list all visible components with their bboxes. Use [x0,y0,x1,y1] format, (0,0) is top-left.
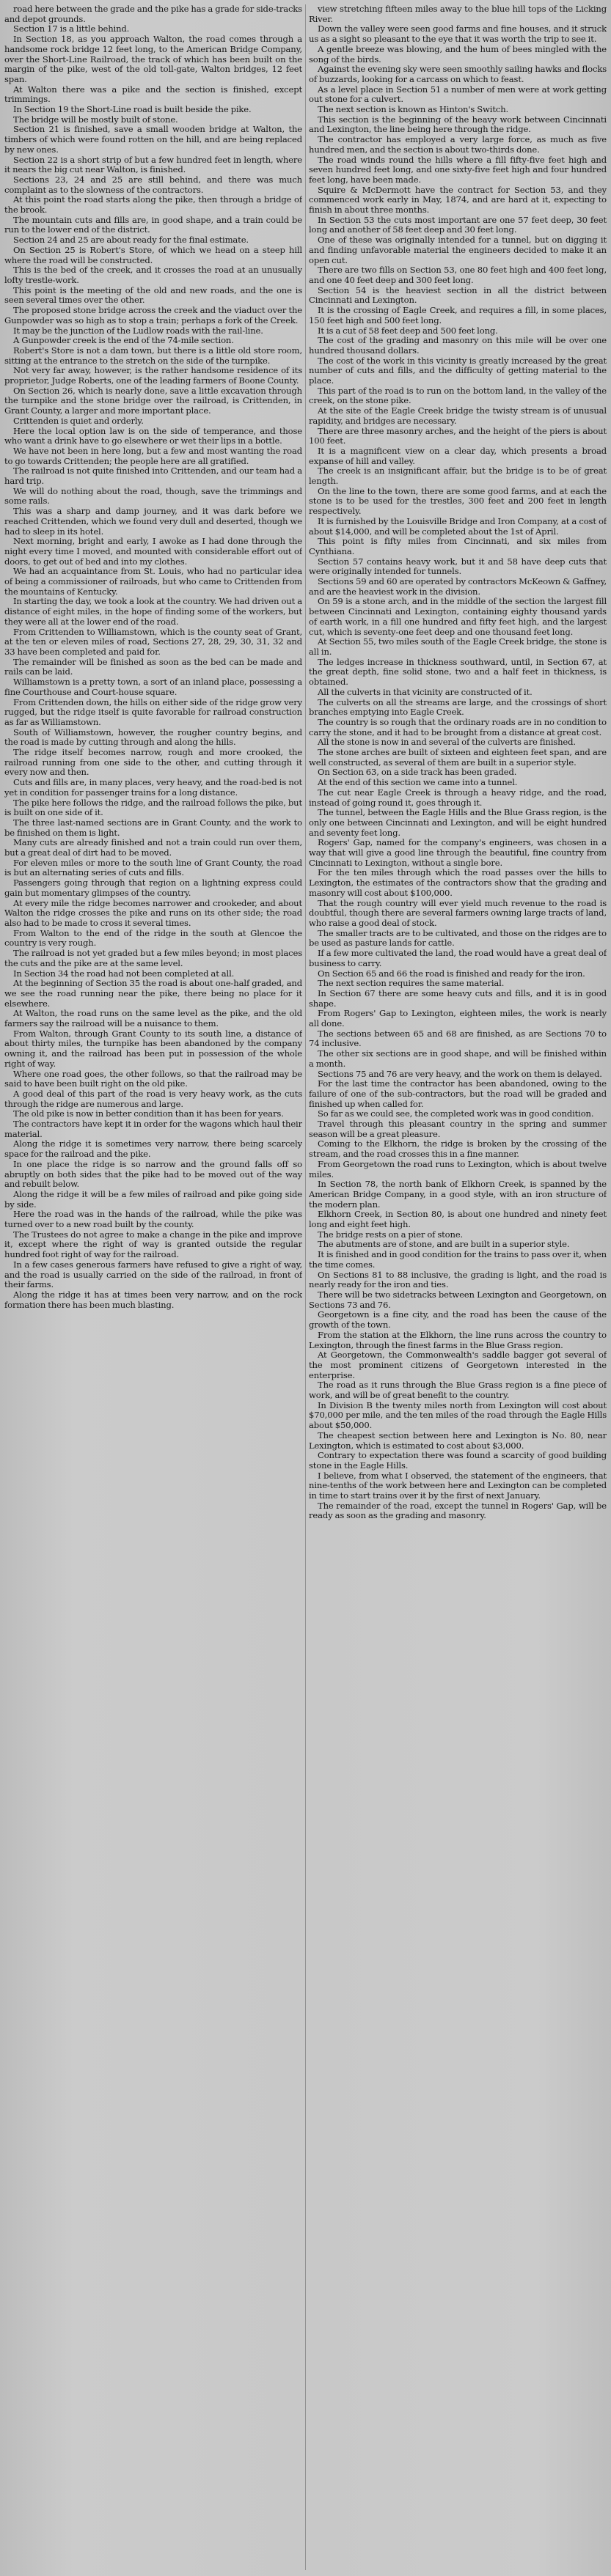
article-paragraph: The smaller tracts are to be cultivated, and those on the ridges are to be used as pasture lands for cattle. [309,927,607,949]
article-paragraph: On Sections 81 to 88 inclusive, the grading is light, and the road is nearly ready for the iron and ties. [309,1269,607,1290]
article-paragraph: The contractors have kept it in order for the wagons which haul their material. [4,1119,302,1139]
article-paragraph: For the ten miles through which the road passes over the hills to Lexington, the estimates of the contractors show that the grading and masonry will cost about $100,000. [309,867,607,898]
article-paragraph: It is the crossing of Eagle Creek, and requires a fill, in some places, 150 feet high and 500 feet long. [309,305,607,325]
article-paragraph: In Section 34 the road had not been completed at all. [13,968,235,979]
article-paragraph: On Section 25 is Robert's Store, of which we head on a steep hill where the road will be constructed. [4,244,302,265]
article-paragraph: In Division B the twenty miles north from Lexington will cost about $70,000 per mile, and the ten miles of the road through the Eagle Hills about $50,000. [309,1399,607,1431]
column-divider [305,4,306,2570]
article-paragraph: Section 57 contains heavy work, but it and 58 have deep cuts that were originally intended for tunnels. [309,556,607,577]
article-paragraph: Section 17 is a little behind. [13,23,130,34]
article-paragraph: In Section 67 there are some heavy cuts and fills, and it is in good shape. [309,987,607,1009]
article-paragraph: At Section 55, two miles south of the Eagle Creek bridge, the stone is all in. [309,636,607,657]
article-paragraph: In one place the ridge is so narrow and the ground falls off so abruptly on both sides that the pike had to be moved out of the way and rebuilt below. [4,1158,302,1190]
article-paragraph: This part of the road is to run on the bottom land, in the valley of the creek, on the stone pike. [309,385,607,406]
article-paragraph: This point is the meeting of the old and new roads, and the one is seen several times over the other. [4,284,302,306]
article-paragraph: Here the road was in the hands of the railroad, while the pike was turned over to a new road built by the county. [4,1209,302,1230]
article-paragraph: The railroad is not yet graded but a few miles beyond; in most places the cuts and the pike are at the same level. [4,948,302,968]
article-paragraph: On Section 63, on a side track has been graded. [318,767,517,778]
article-paragraph: The ledges increase in thickness southward, until, in Section 67, at the great depth, fine solid stone, two and a half feet in thickness, is obtained. [309,656,607,688]
article-paragraph: For eleven miles or more to the south line of Grant County, the road is but an alternating series of cuts and fills. [4,857,302,878]
article-paragraph: As a level place in Section 51 a number of men were at work getting out stone for a culvert. [309,84,607,105]
article-paragraph: Section 54 is the heaviest section in all the district between Cincinnati and Lexington. [309,284,607,306]
article-paragraph: The other six sections are in good shape, and will be finished within a month. [309,1048,607,1069]
article-paragraph: Along the ridge it will be a few miles of railroad and pike going side by side. [4,1188,302,1210]
article-paragraph: We have not been in here long, but a few and most wanting the road to go towards Crittenden; the people here are all gratified. [4,445,302,466]
article-paragraph: On Section 65 and 66 the road is finished and ready for the iron. [318,968,585,979]
article-paragraph: Down the valley were seen good farms and fine houses, and it struck us as a sight so pleasant to the eye that it was worth the trip to see it. [309,23,607,45]
article-paragraph: Sections 59 and 60 are operated by contractors McKeown & Gaffney, and are the heaviest work in the division. [309,576,607,597]
article-paragraph: This point is fifty miles from Cincinnati, and six miles from Cynthiana. [309,536,607,556]
article-paragraph: At Georgetown, the Commonwealth's saddle bagger got several of the most prominent citizens of Georgetown interested in the enterprise. [309,1350,607,1380]
article-paragraph: Elkhorn Creek, in Section 80, is about one hundred and ninety feet long and eight feet high. [309,1209,607,1230]
article-paragraph: The stone arches are built of sixteen and eighteen feet span, and are well constructed, as several of them are built in a superior style. [309,747,607,768]
article-paragraph: Section 22 is a short strip of but a few hundred feet in length, where it nears the big cut near Walton, is finished. [4,154,302,175]
article-paragraph: Williamstown is a pretty town, a sort of an inland place, possessing a fine Courthouse and Court-house square. [4,677,302,697]
article-paragraph: The contractor has employed a very large force, as much as five hundred men, and the section is about two-thirds done. [309,134,607,155]
article-paragraph: All the stone is now in and several of the culverts are finished. [318,737,576,748]
article-paragraph: A good deal of this part of the road is very heavy work, as the cuts through the ridge are numerous and large. [4,1088,302,1109]
article-paragraph: This was a sharp and damp journey, and it was dark before we reached Crittenden, which we found very dull and deserted, though we had to sleep in its hotel. [4,506,302,537]
article-paragraph: There will be two sidetracks between Lexington and Georgetown, on Sections 73 and 76. [309,1289,607,1310]
article-paragraph: Cuts and fills are, in many places, very heavy, and the road-bed is not yet in condition for passenger trains for a long distance. [4,777,302,798]
article-paragraph: In Section 19 the Short-Line road is built beside the pike. [13,104,252,115]
article-paragraph: In starting the day, we took a look at the country. We had driven out a distance of eight miles, in the hope of finding some of the workers, but they were all at the lower end of the road. [4,596,302,627]
article-paragraph: The culverts on all the streams are large, and the crossings of short branches emptying into Eagle Creek. [309,696,607,718]
article-paragraph: Section 21 is finished, save a small wooden bridge at Walton, the timbers of which were found rotten on the hill, and are being replaced by new ones. [4,124,302,155]
article-paragraph: If a few more cultivated the land, the road would have a great deal of business to carry. [309,948,607,968]
article-paragraph: The tunnel, between the Eagle Hills and the Blue Grass region, is the only one between Cincinnati and Lexington, and will be eight hundred and seventy feet long. [309,807,607,838]
article-paragraph: Here the local option law is on the side of temperance, and those who want a drink have to go elsewhere or wet their lips in a bottle. [4,425,302,446]
article-paragraph: The sections between 65 and 68 are finished, as are Sections 70 to 74 inclusive. [309,1028,607,1049]
article-paragraph: In a few cases generous farmers have refused to give a right of way, and the road is usually carried on the side of the railroad, in front of their farms. [4,1259,302,1290]
article-paragraph: The road winds round the hills where a fill fifty-five feet high and seven hundred feet long, and one sixty-five feet high and four hundred feet long, have been made. [309,154,607,185]
article-paragraph: From Walton to the end of the ridge in the south at Glencoe the country is very rough. [4,927,302,949]
article-paragraph: The mountain cuts and fills are, in good shape, and a train could be run to the lower end of the district. [4,214,302,235]
article-paragraph: The creek is an insignificant affair, but the bridge is to be of great length. [309,465,607,487]
article-paragraph: On the line to the town, there are some good farms, and at each the stone is to be used for the trestles, 300 feet and 200 feet in length respectively. [309,485,607,517]
article-paragraph: The old pike is now in better condition than it has been for years. [13,1108,284,1119]
article-paragraph: Rogers' Gap, named for the company's engineers, was chosen in a way that will give a good line through the beautiful, fine country from Cincinnati to Lexington, without a single bore. [309,837,607,868]
article-paragraph: In Section 53 the cuts most important are one 57 feet deep, 30 feet long and another of 58 feet deep and 30 feet long. [309,214,607,235]
article-paragraph: There are three masonry arches, and the height of the piers is about 100 feet. [309,425,607,446]
article-paragraph: In Section 78, the north bank of Elkhorn Creek, is spanned by the American Bridge Company, in a good style, with an iron structure of the modern plan. [309,1179,607,1210]
article-paragraph: The abutments are of stone, and are built in a superior style. [318,1239,570,1250]
article-paragraph: There are two fills on Section 53, one 80 feet high and 400 feet long, and one 40 feet deep and 300 feet long. [309,265,607,285]
article-paragraph: For the last time the contractor has been abandoned, owing to the failure of one of the sub-contractors, but the road will be graded and finished up when called for. [309,1078,607,1109]
article-paragraph: It may be the junction of the Ludlow roads with the rail-line. [13,325,263,336]
article-paragraph: The proposed stone bridge across the creek and the viaduct over the Gunpowder was so high as to stop a train; perhaps a fork of the Creek. [4,305,302,325]
article-paragraph: On Section 26, which is nearly done, save a little excavation through the turnpike and the stone bridge over the railroad, is Crittenden, in Grant County, a larger and more important place. [4,385,302,416]
article-paragraph: At the end of this section we came into a tunnel. [318,777,518,788]
article-paragraph: The remainder of the road, except the tunnel in Rogers' Gap, will be ready as soon as the grading and masonry. [309,1500,607,1521]
article-paragraph: The next section is known as Hinton's Switch. [318,104,509,115]
article-paragraph: It is furnished by the Louisville Bridge and Iron Company, at a cost of about $14,000, and will be completed about the 1st of April. [309,515,607,537]
article-paragraph: At every mile the ridge becomes narrower and crookeder, and about Walton the ridge crosses the pike and runs on its other side; the road also had to be made to cross it several times. [4,897,302,928]
article-paragraph: The next section requires the same material. [318,978,505,989]
article-paragraph: South of Williamstown, however, the rougher country begins, and the road is made by cutting through and along the hills. [4,726,302,748]
article-paragraph: One of these was originally intended for a tunnel, but on digging it and finding unfavorable material the engineers decided to make it an open cut. [309,235,607,265]
article-paragraph: The cost of the grading and masonry on this mile will be over one hundred thousand dollars. [309,335,607,356]
article-paragraph: It is a cut of 58 feet deep and 500 feet long. [318,325,498,336]
article-paragraph: Coming to the Elkhorn, the ridge is broken by the crossing of the stream, and the road crosses this in a fine manner. [309,1138,607,1160]
article-paragraph: This section is the beginning of the heavy work between Cincinnati and Lexington, the line being here through the ridge. [309,114,607,135]
article-paragraph: Where one road goes, the other follows, so that the railroad may be said to have been built right on the old pike. [4,1068,302,1089]
article-paragraph: This is the bed of the creek, and it crosses the road at an unusually lofty trestle-work. [4,265,302,285]
article-paragraph: A Gunpowder creek is the end of the 74-mile section. [13,335,234,346]
article-paragraph: From the station at the Elkhorn, the line runs across the country to Lexington, through the finest farms in the Blue Grass region. [309,1329,607,1350]
article-paragraph: The railroad is not quite finished into Crittenden, and our team had a hard trip. [4,465,302,487]
article-paragraph: Crittenden is quiet and orderly. [13,415,144,426]
article-columns [4,4,607,2570]
article-paragraph: Sections 75 and 76 are very heavy, and the work on them is delayed. [318,1068,602,1079]
article-paragraph: road here between the grade and the pike has a grade for side-tracks and depot grounds. [4,4,302,24]
article-paragraph: The cut near Eagle Creek is through a heavy ridge, and the road, instead of going round it, goes through it. [309,787,607,808]
article-paragraph: Along the ridge it has at times been very narrow, and on the rock formation there has been much blasting. [4,1289,302,1310]
article-paragraph: Robert's Store is not a dam town, but there is a little old store room, sitting at the entrance to the stretch on the side of the turnpike. [4,345,302,366]
article-paragraph: It is a magnificent view on a clear day, which presents a broad expanse of hill and valley. [309,445,607,466]
article-paragraph: We will do nothing about the road, though, save the trimmings and some rails. [4,485,302,507]
article-paragraph: Georgetown is a fine city, and the road has been the cause of the growth of the town. [309,1309,607,1331]
article-paragraph: Next morning, bright and early, I awoke as I had done through the night every time I moved, and mounted with considerable effort out of doors, to get out of bed and into my clothes. [4,536,302,567]
article-paragraph: Travel through this pleasant country in the spring and summer season will be a great pleasure. [309,1119,607,1139]
article-paragraph: At Walton, the road runs on the same level as the pike, and the old farmers say the railroad will be a nuisance to them. [4,1008,302,1029]
article-paragraph: Many cuts are already finished and not a train could run over them, but a great deal of dirt had to be moved. [4,837,302,858]
article-paragraph: Squire & McDermott have the contract for Section 53, and they commenced work early in May, 1874, and are hard at it, expecting to finish in about three months. [309,184,607,216]
article-paragraph: Contrary to expectation there was found a scarcity of good building stone in the Eagle Hills. [309,1450,607,1471]
article-paragraph: The cheapest section between here and Lexington is No. 80, near Lexington, which is estimated to cost about $3,000. [309,1429,607,1451]
article-paragraph: The three last-named sections are in Grant County, and the work to be finished on them is light. [4,817,302,838]
article-paragraph: At the beginning of Section 35 the road is about one-half graded, and we see the road running near the pike, there being no place for it elsewhere. [4,978,302,1009]
article-paragraph: The road as it runs through the Blue Grass region is a fine piece of work, and will be of great benefit to the country. [309,1380,607,1401]
article-paragraph: The cost of the work in this vicinity is greatly increased by the great number of cuts and fills, and the difficulty of getting material to the place. [309,355,607,386]
article-paragraph: The remainder will be finished as soon as the bed can be made and rails can be laid. [4,656,302,677]
article-paragraph: A gentle breeze was blowing, and the hum of bees mingled with the song of the birds. [309,43,607,65]
article-paragraph: Not very far away, however, is the rather handsome residence of its proprietor, Judge Roberts, one of the leading farmers of Boone County. [4,365,302,386]
article-paragraph: At Walton there was a pike and the section is finished, except trimmings. [4,84,302,105]
article-paragraph: I believe, from what I observed, the statement of the engineers, that nine-tenths of the work between here and Lexington can be completed in time to start trains over it by the first of next January. [309,1470,607,1501]
article-paragraph: Against the evening sky were seen smoothly sailing hawks and flocks of buzzards, looking for a carcass on which to feast. [309,64,607,84]
article-paragraph: At this point the road starts along the pike, then through a bridge of the brook. [4,194,302,216]
article-paragraph: From Rogers' Gap to Lexington, eighteen miles, the work is nearly all done. [309,1008,607,1029]
article-paragraph: On 59 is a stone arch, and in the middle of the section the largest fill between Cincinnati and Lexington, containing eighty thousand yards of earth work, in a fill one hundred and fifty feet high, and the largest cut, which is seventy-one feet deep and one thousand feet long. [309,596,607,637]
article-paragraph: So far as we could see, the completed work was in good condition. [318,1108,594,1119]
article-paragraph: The Trustees do not agree to make a change in the pike and improve it, except where the right of way is granted outside the regular hundred foot right of way for the railroad. [4,1229,302,1260]
article-paragraph: From Georgetown the road runs to Lexington, which is about twelve miles. [309,1158,607,1180]
article-paragraph: The bridge will be mostly built of stone. [13,114,178,125]
article-paragraph: The bridge rests on a pier of stone. [318,1229,464,1240]
article-paragraph: It is finished and in good condition for the trains to pass over it, when the time comes. [309,1249,607,1270]
article-paragraph: We had an acquaintance from St. Louis, who had no particular idea of being a commissioner of railroads, but who came to Crittenden from the mountains of Kentucky. [4,566,302,597]
article-paragraph: view stretching fifteen miles away to the blue hill tops of the Licking River. [309,4,607,24]
article-paragraph: Along the ridge it is sometimes very narrow, there being scarcely space for the railroad and the pike. [4,1138,302,1160]
article-paragraph: From Crittenden to Williamstown, which is the county seat of Grant, at the ten or eleven miles of road, Sections 27, 28, 29, 30, 31, 32 and 33 have been completed and paid for. [4,626,302,657]
article-paragraph: From Crittenden down, the hills on either side of the ridge grow very rugged, but the ridge itself is quite favorable for railroad construction as far as Williamstown. [4,696,302,727]
article-paragraph: The country is so rough that the ordinary roads are in no condition to carry the stone, and it had to be brought from a distance at great cost. [309,716,607,737]
article-column-right [309,4,607,2570]
article-paragraph: At the site of the Eagle Creek bridge the twisty stream is of unusual rapidity, and bridges are necessary. [309,405,607,426]
article-paragraph: Passengers going through that region on a lightning express could gain but momentary glimpses of the country. [4,877,302,898]
article-paragraph: Section 24 and 25 are about ready for the final estimate. [13,235,249,246]
article-paragraph: Sections 23, 24 and 25 are still behind, and there was much complaint as to the slowness of the contractors. [4,174,302,195]
article-paragraph: The pike here follows the ridge, and the railroad follows the pike, but is built on one side of it. [4,797,302,818]
article-paragraph: That the rough country will ever yield much revenue to the road is doubtful, though there are several farmers owning large tracts of land, who raise a good deal of stock. [309,897,607,928]
article-paragraph: All the culverts in that vicinity are constructed of it. [318,686,533,697]
article-column-left [4,4,302,2570]
article-paragraph: In Section 18, as you approach Walton, the road comes through a handsome rock bridge 12 feet long, to the American Bridge Company, over the Short-Line Railroad, the track of which has been built on the margin of the pike, west of the old toll-gate, Walton bridges, 12 feet span. [4,34,302,84]
article-paragraph: From Walton, through Grant County to its south line, a distance of about thirty miles, the turnpike has been abandoned by the company owning it, and the railroad has been put in possession of the whole right of way. [4,1028,302,1069]
article-paragraph: The ridge itself becomes narrow, rough and more crooked, the railroad running from one side to the other, and cutting through it every now and then. [4,747,302,778]
